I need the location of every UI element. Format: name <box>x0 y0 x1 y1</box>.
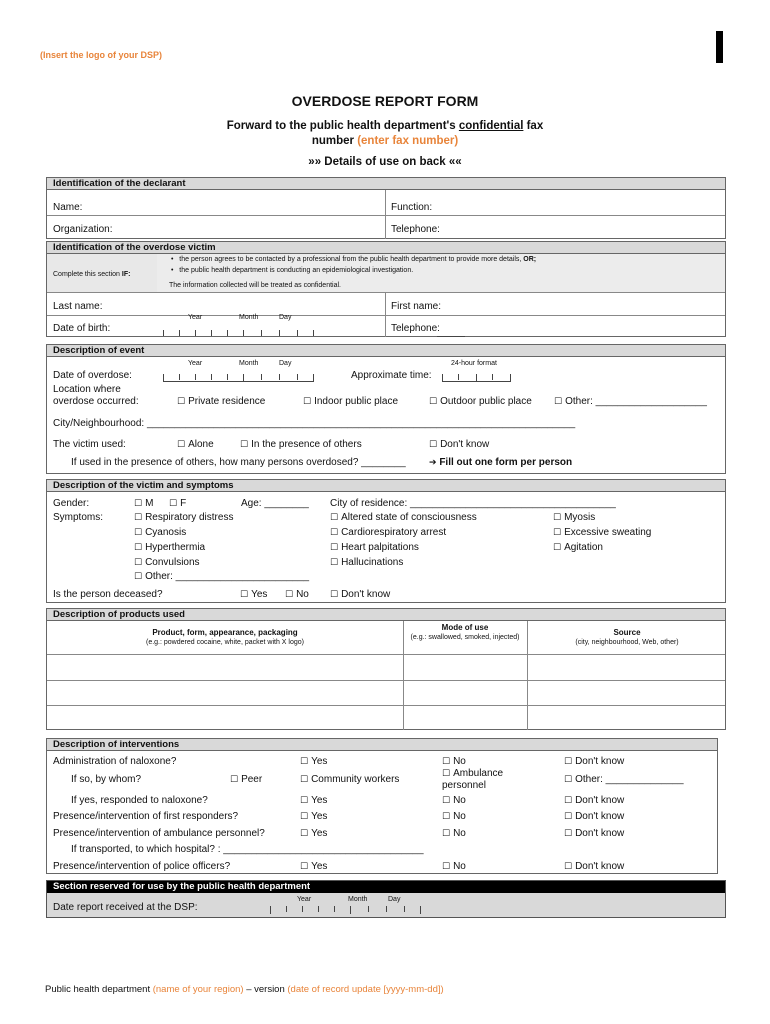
month-label: Month <box>348 896 368 903</box>
corner-mark <box>716 31 723 63</box>
ambulance-dont-know-checkbox[interactable]: ☐ Don't know <box>564 828 624 839</box>
bullet-2-text: the public health department is conducting an epidemiological investigation. <box>179 267 414 274</box>
confidential-note: The information collected will be treated as confidential. <box>169 282 341 289</box>
city-neighbourhood-field[interactable]: City/Neighbourhood: _____________________________________________________________________________ <box>53 418 576 429</box>
hospital-field[interactable]: If transported, to which hospital? : ____________________________________ <box>71 844 424 855</box>
bullet-1-bold: OR; <box>523 256 537 263</box>
subtitle-text-1: Forward to the public health department's <box>226 120 459 132</box>
indoor-public-checkbox[interactable]: ☐ Indoor public place <box>303 396 398 407</box>
date-received-label: Date report received at the DSP: <box>53 902 198 913</box>
symptom-checkbox[interactable]: ☐ Agitation <box>553 542 603 553</box>
dob-input[interactable] <box>163 330 313 336</box>
responded-yes-checkbox[interactable]: ☐ Yes <box>300 795 327 806</box>
by-whom-label: If so, by whom? <box>71 774 142 785</box>
responded-no-checkbox[interactable]: ☐ No <box>442 795 466 806</box>
subtitle-text-3: number <box>311 135 358 147</box>
symptom-checkbox[interactable]: ☐ Altered state of consciousness <box>330 512 477 523</box>
subtitle-text-2: fax <box>523 120 544 132</box>
police-label: Presence/intervention of police officers? <box>53 861 231 872</box>
telephone-field[interactable]: Telephone: <box>391 224 440 235</box>
footer-region: (name of your region) <box>152 984 244 995</box>
source-column-title: Source <box>613 628 641 637</box>
other-location-checkbox[interactable]: ☐ Other: ____________________ <box>554 396 707 407</box>
deceased-dont-know-checkbox[interactable]: ☐ Don't know <box>330 589 390 600</box>
product-row-2[interactable] <box>47 681 725 705</box>
day-label: Day <box>388 896 401 903</box>
month-label: Month <box>239 360 259 367</box>
naloxone-dont-know-checkbox[interactable]: ☐ Don't know <box>564 756 624 767</box>
private-residence-checkbox[interactable]: ☐ Private residence <box>177 396 265 407</box>
gender-label: Gender: <box>53 498 90 509</box>
personnel-text: personnel <box>442 780 486 791</box>
section-header: Description of the victim and symptoms <box>47 480 725 492</box>
product-column-sub: (e.g.: powdered cocaine, white, packet with X logo) <box>146 639 304 646</box>
approx-time-label: Approximate time: <box>351 370 432 381</box>
presence-others-checkbox[interactable]: ☐ In the presence of others <box>240 439 362 450</box>
police-dont-know-checkbox[interactable]: ☐ Don't know <box>564 861 624 872</box>
logo-placeholder: (Insert the logo of your DSP) <box>40 50 163 60</box>
source-column-header <box>527 628 727 648</box>
bullet-1-text: the person agrees to be contacted by a professional from the public health department to provide more details, <box>179 256 524 263</box>
peer-checkbox[interactable]: ☐ Peer <box>230 774 262 785</box>
symptom-checkbox[interactable]: ☐ Cyanosis <box>134 527 186 538</box>
police-no-checkbox[interactable]: ☐ No <box>442 861 466 872</box>
ambulance-yes-checkbox[interactable]: ☐ Yes <box>300 828 327 839</box>
symptoms-section <box>46 479 726 603</box>
day-label: Day <box>279 314 292 321</box>
alone-checkbox[interactable]: ☐ Alone <box>177 439 214 450</box>
ambulance-no-checkbox[interactable]: ☐ No <box>442 828 466 839</box>
arrow-right-icon: ➔ <box>429 458 437 468</box>
year-label: Year <box>188 314 203 321</box>
event-section <box>46 344 726 474</box>
symptom-other-checkbox[interactable]: ☐ Other: ________________________ <box>134 571 309 582</box>
location-label-1: Location where <box>53 384 121 395</box>
section-header: Identification of the declarant <box>47 178 725 190</box>
section-header: Description of event <box>47 345 725 357</box>
naloxone-label: Administration of naloxone? <box>53 756 177 767</box>
symptoms-label: Symptoms: <box>53 512 104 523</box>
name-field[interactable]: Name: <box>53 202 83 213</box>
source-column-sub: (city, neighbourhood, Web, other) <box>575 639 679 646</box>
city-residence-field[interactable]: City of residence: _____________________________________ <box>330 498 616 509</box>
complete-if-label <box>53 271 130 278</box>
symptom-checkbox[interactable]: ☐ Hyperthermia <box>134 542 205 553</box>
section-header: Description of interventions <box>47 739 717 751</box>
product-column-header <box>47 628 403 648</box>
ambulance-text: Ambulance <box>453 768 504 779</box>
first-responders-label: Presence/intervention of first responders? <box>53 811 239 822</box>
how-many-field[interactable]: If used in the presence of others, how many persons overdosed? ________ <box>71 457 406 468</box>
fill-out-note <box>429 457 572 468</box>
symptom-checkbox[interactable]: ☐ Respiratory distress <box>134 512 233 523</box>
symptom-checkbox[interactable]: ☐ Convulsions <box>134 557 200 568</box>
reserved-section <box>46 880 726 918</box>
section-header: Identification of the overdose victim <box>47 242 725 254</box>
organization-field[interactable]: Organization: <box>53 224 113 235</box>
section-header: Description of products used <box>47 609 725 621</box>
other-administrator-checkbox[interactable]: ☐ Other: ______________ <box>564 774 684 785</box>
deceased-yes-checkbox[interactable]: ☐ Yes <box>240 589 267 600</box>
victim-telephone-field[interactable]: Telephone: <box>391 323 440 334</box>
product-row-3[interactable] <box>47 706 725 730</box>
first-resp-no-checkbox[interactable]: ☐ No <box>442 811 466 822</box>
footer-text-2: – version <box>243 984 288 995</box>
responded-dont-know-checkbox[interactable]: ☐ Don't know <box>564 795 624 806</box>
footer-text-1: Public health department <box>45 984 153 995</box>
age-field[interactable]: Age: ________ <box>241 498 309 509</box>
hour-format-label: 24-hour format <box>451 360 497 367</box>
product-row-1[interactable] <box>47 655 725 680</box>
product-column-title: Product, form, appearance, packaging <box>152 628 298 637</box>
symptom-checkbox[interactable]: ☐ Hallucinations <box>330 557 403 568</box>
outdoor-public-checkbox[interactable]: ☐ Outdoor public place <box>429 396 532 407</box>
symptom-checkbox[interactable]: ☐ Excessive sweating <box>553 527 651 538</box>
symptom-checkbox[interactable]: ☐ Cardiorespiratory arrest <box>330 527 446 538</box>
declarant-section <box>46 177 726 239</box>
first-name-field[interactable]: First name: <box>391 301 442 312</box>
month-label: Month <box>239 314 259 321</box>
year-label: Year <box>297 896 312 903</box>
bullet-1: • the person agrees to be contacted by a professional from the public health department to provide more details, OR; <box>171 256 537 263</box>
naloxone-no-checkbox[interactable]: ☐ No <box>442 756 466 767</box>
first-resp-yes-checkbox[interactable]: ☐ Yes <box>300 811 327 822</box>
complete-if-text: Complete this section <box>53 271 122 278</box>
overdose-date-label: Date of overdose: <box>53 370 132 381</box>
products-section <box>46 608 726 730</box>
ambulance-label: Presence/intervention of ambulance personnel? <box>53 828 265 839</box>
location-label-2: overdose occurred: <box>53 396 139 407</box>
footer <box>45 984 444 995</box>
subtitle <box>0 119 770 170</box>
mode-column-title: Mode of use <box>441 623 489 632</box>
subtitle-underlined: confidential <box>458 120 524 132</box>
complete-if-bold: IF: <box>121 271 131 278</box>
reserved-header: Section reserved for use by the public health department <box>47 881 725 893</box>
victim-id-section <box>46 241 726 337</box>
community-workers-checkbox[interactable]: ☐ Community workers <box>300 774 399 785</box>
interventions-section <box>46 738 718 874</box>
day-label: Day <box>279 360 292 367</box>
bullet-2: • the public health department is conducting an epidemiological investigation. <box>171 267 414 274</box>
year-label: Year <box>188 360 203 367</box>
details-on-back: »» Details of use on back «« <box>308 156 462 168</box>
police-yes-checkbox[interactable]: ☐ Yes <box>300 861 327 872</box>
dont-know-checkbox[interactable]: ☐ Don't know <box>429 439 489 450</box>
page-title: OVERDOSE REPORT FORM <box>291 93 479 109</box>
ambulance-personnel-checkbox[interactable] <box>442 768 503 792</box>
overdose-date-input[interactable] <box>163 374 313 382</box>
fill-out-text: Fill out one form per person <box>439 457 573 468</box>
symptom-checkbox[interactable]: ☐ Myosis <box>553 512 595 523</box>
deceased-label: Is the person deceased? <box>53 589 163 600</box>
date-received-input[interactable] <box>270 906 420 914</box>
function-field[interactable]: Function: <box>391 202 433 213</box>
symptom-checkbox[interactable]: ☐ Heart palpitations <box>330 542 419 553</box>
footer-date: (date of record update [yyyy-mm-dd]) <box>287 984 444 995</box>
mode-column-header <box>403 623 527 643</box>
naloxone-yes-checkbox[interactable]: ☐ Yes <box>300 756 327 767</box>
approx-time-input[interactable] <box>442 374 512 382</box>
victim-used-label: The victim used: <box>53 439 126 450</box>
female-checkbox[interactable]: ☐ F <box>169 498 186 509</box>
last-name-field[interactable]: Last name: <box>53 301 103 312</box>
first-resp-dont-know-checkbox[interactable]: ☐ Don't know <box>564 811 624 822</box>
mode-column-sub: (e.g.: swallowed, smoked, injected) <box>410 634 520 641</box>
responded-label: If yes, responded to naloxone? <box>71 795 208 806</box>
male-checkbox[interactable]: ☐ M <box>134 498 153 509</box>
deceased-no-checkbox[interactable]: ☐ No <box>285 589 309 600</box>
dob-label: Date of birth: <box>53 323 111 334</box>
fax-placeholder: (enter fax number) <box>357 135 459 147</box>
